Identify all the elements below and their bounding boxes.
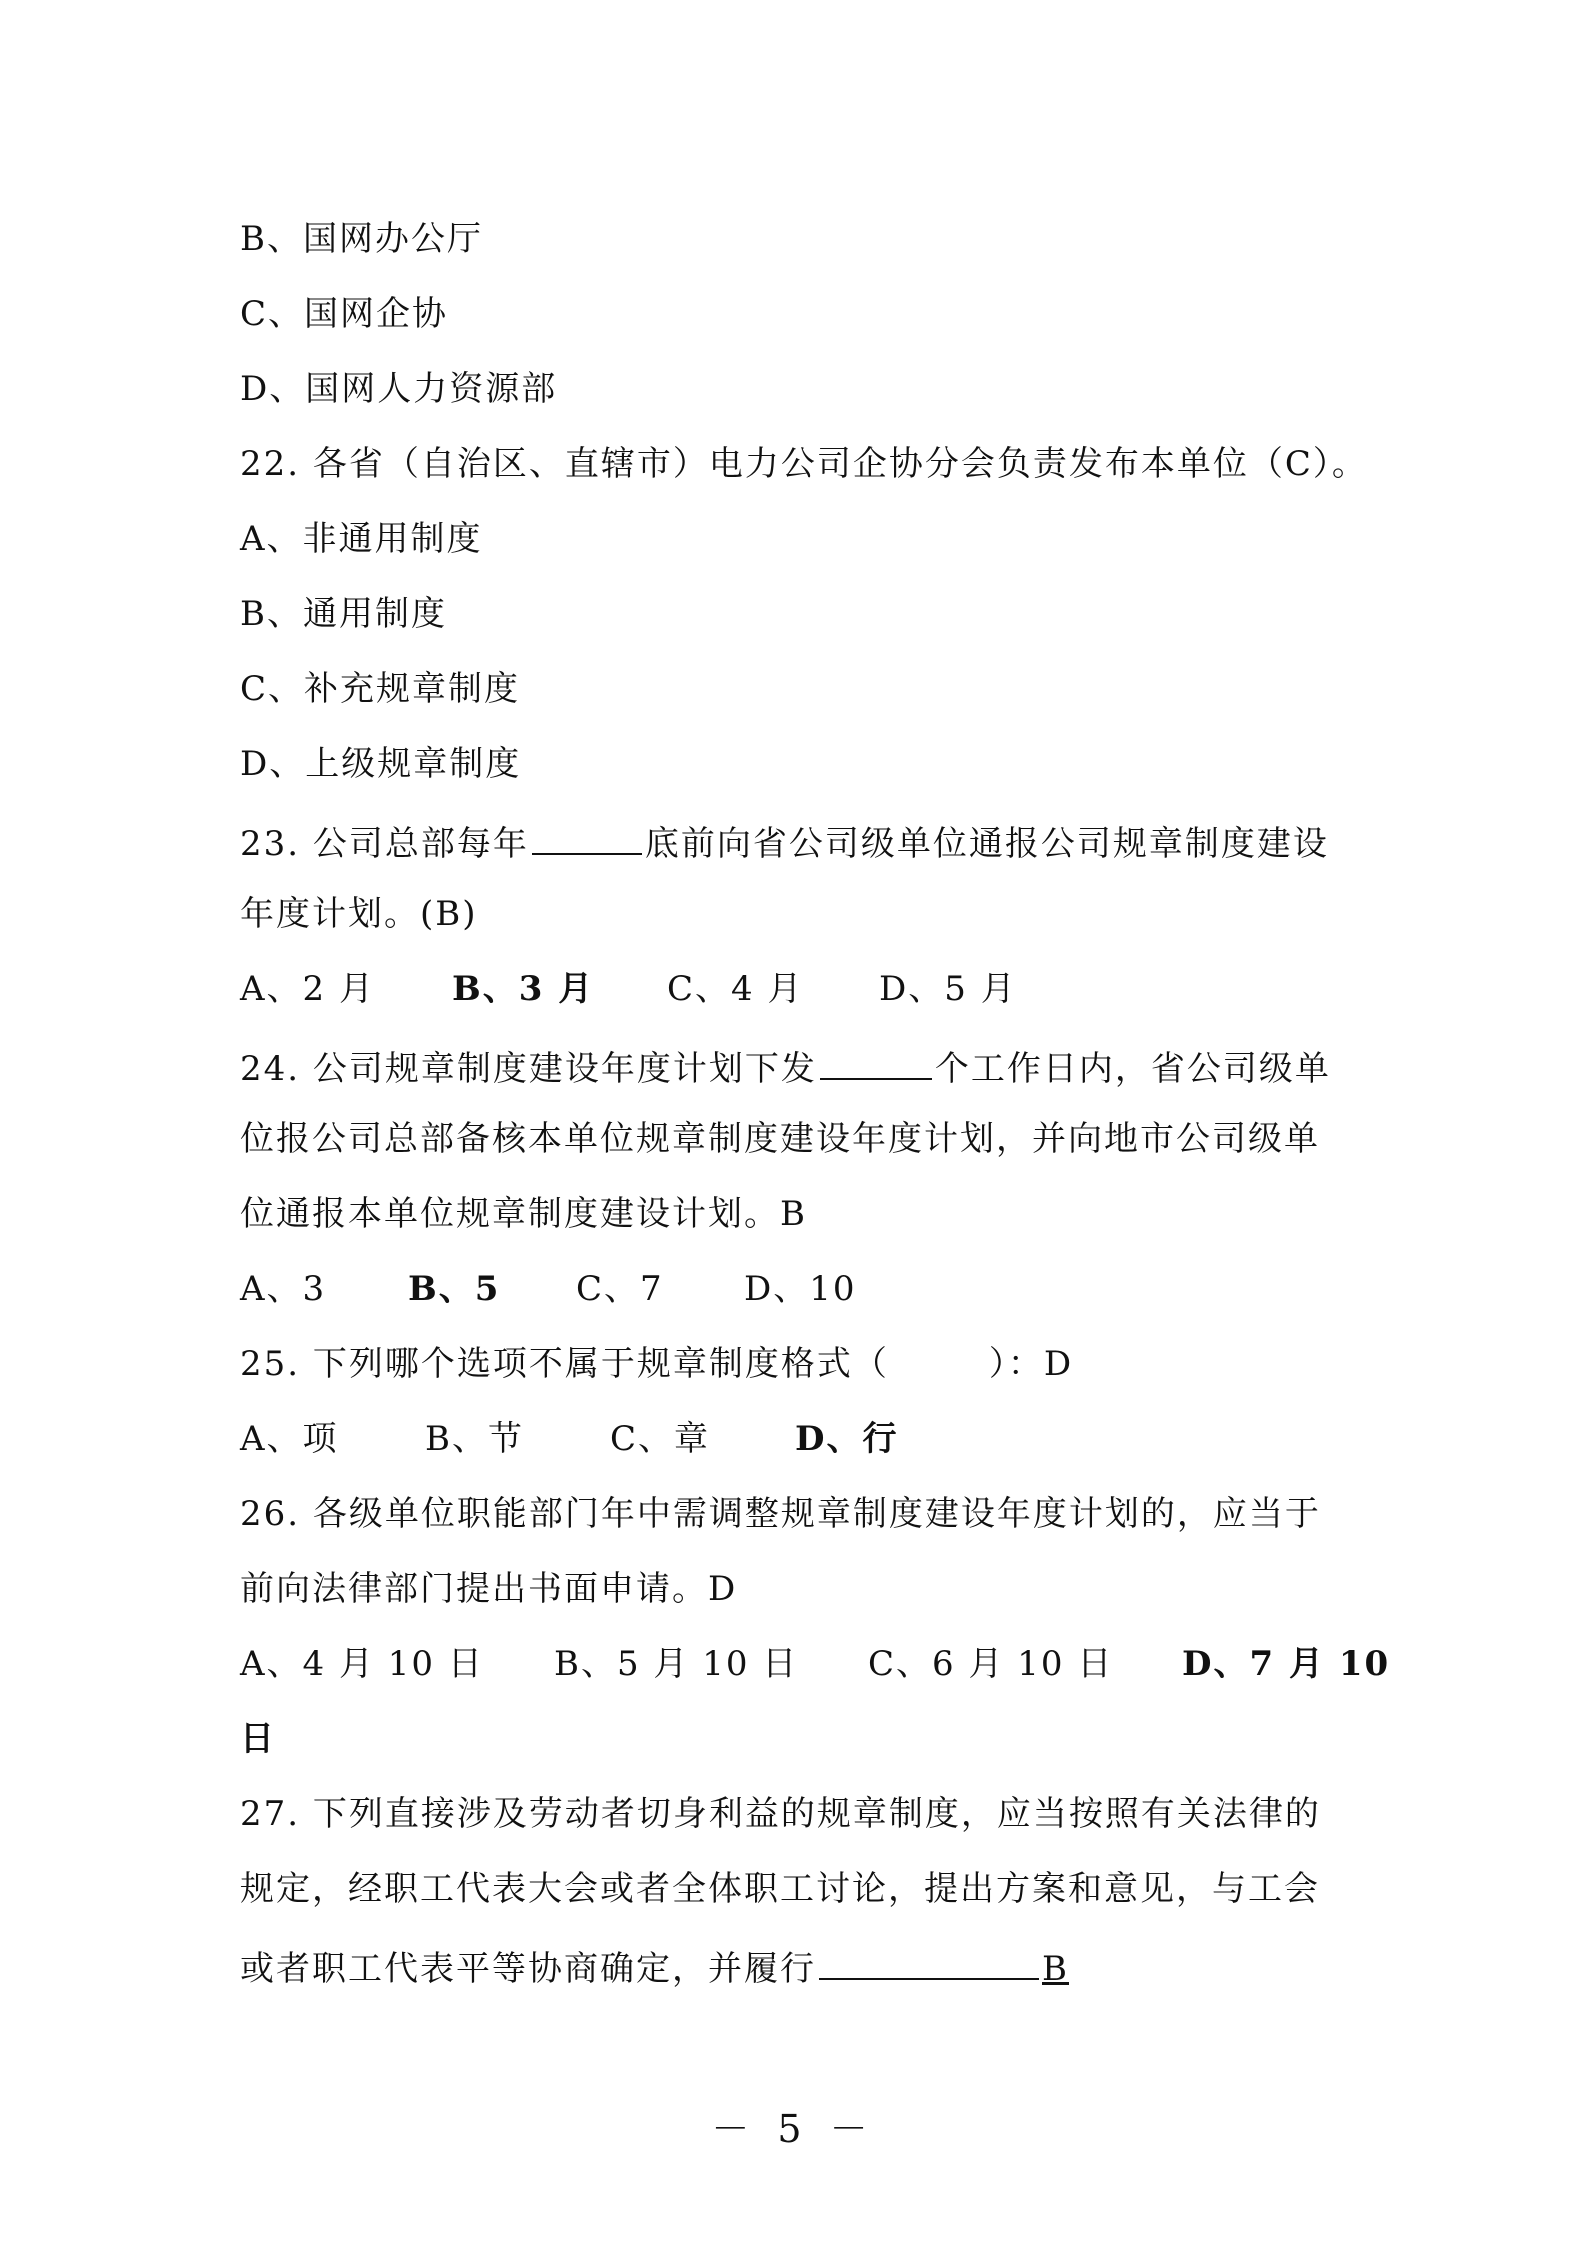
question-text: 前向法律部门提出书面申请。D xyxy=(240,1569,738,1609)
question-24 xyxy=(240,1036,1360,1111)
option-c: C、7 xyxy=(576,1269,664,1309)
option-b-answer: B、5 xyxy=(408,1269,501,1309)
option-line xyxy=(240,736,1360,811)
question-text: 位报公司总部备核本单位规章制度建设年度计划，并向地市公司级单 xyxy=(240,1119,1320,1159)
option-a: A、项 xyxy=(240,1419,339,1459)
question-22 xyxy=(240,436,1368,511)
question-text: 27. 下列直接涉及劳动者切身利益的规章制度，应当按照有关法律的 xyxy=(240,1794,1321,1834)
question-text: 个工作日内，省公司级单 xyxy=(934,1049,1331,1089)
options-row-26 xyxy=(240,1636,1391,1711)
answer-text: B xyxy=(1042,1949,1069,1989)
option-line xyxy=(240,361,1360,436)
question-24-cont xyxy=(240,1186,1360,1261)
question-27-cont xyxy=(240,1861,1360,1936)
option-text: D、国网人力资源部 xyxy=(240,369,558,409)
option-text: A、非通用制度 xyxy=(240,519,483,559)
question-26 xyxy=(240,1486,1360,1561)
option-c: C、章 xyxy=(610,1419,711,1459)
option-b: B、5 月 10 日 xyxy=(554,1644,799,1684)
fill-blank xyxy=(532,811,642,855)
option-text: B、国网办公厅 xyxy=(240,219,483,259)
option-text: D、上级规章制度 xyxy=(240,744,522,784)
question-text: 26. 各级单位职能部门年中需调整规章制度建设年度计划的，应当于 xyxy=(240,1494,1321,1534)
question-text: 25. 下列哪个选项不属于规章制度格式（ xyxy=(240,1344,889,1384)
option-d-answer: D、7 月 10 xyxy=(1182,1644,1391,1684)
question-text: 位通报本单位规章制度建设计划。B xyxy=(240,1194,807,1234)
option-b-answer: B、3 月 xyxy=(452,969,595,1009)
question-text: ）：D xyxy=(988,1344,1074,1384)
options-row-25 xyxy=(240,1411,1360,1486)
fill-blank xyxy=(820,1036,932,1080)
question-text: 或者职工代表平等协商确定，并履行 xyxy=(240,1949,816,1989)
option-line xyxy=(240,211,1360,286)
question-23-cont xyxy=(240,886,1360,961)
option-line xyxy=(240,286,1360,361)
question-text: 底前向省公司级单位通报公司规章制度建设 xyxy=(644,824,1329,864)
question-text: 22. 各省（自治区、直辖市）电力公司企协分会负责发布本单位（C）。 xyxy=(240,444,1368,484)
question-27 xyxy=(240,1786,1360,1861)
option-a: A、4 月 10 日 xyxy=(240,1644,484,1684)
page-content xyxy=(240,211,1391,2011)
question-text: 24. 公司规章制度建设年度计划下发 xyxy=(240,1049,817,1089)
option-d: D、10 xyxy=(744,1269,857,1309)
option-d-wrap xyxy=(240,1711,1360,1786)
page-number: － 5 － xyxy=(711,2107,876,2151)
option-line xyxy=(240,586,1360,661)
question-27-cont xyxy=(240,1936,1360,2011)
option-text: C、国网企协 xyxy=(240,294,449,334)
option-d: D、5 月 xyxy=(879,969,1017,1009)
options-row-23 xyxy=(240,961,1360,1036)
question-24-cont xyxy=(240,1111,1360,1186)
question-text: 23. 公司总部每年 xyxy=(240,824,529,864)
question-26-cont xyxy=(240,1561,1360,1636)
question-23 xyxy=(240,811,1360,886)
option-b: B、节 xyxy=(425,1419,524,1459)
options-row-24 xyxy=(240,1261,1360,1336)
question-25 xyxy=(240,1336,1360,1411)
option-c: C、6 月 10 日 xyxy=(868,1644,1114,1684)
option-c: C、4 月 xyxy=(667,969,804,1009)
option-text: B、通用制度 xyxy=(240,594,447,634)
option-a: A、2 月 xyxy=(240,969,375,1009)
fill-blank xyxy=(819,1936,1039,1980)
option-line xyxy=(240,661,1360,736)
option-text: 日 xyxy=(240,1719,276,1759)
question-text: 规定，经职工代表大会或者全体职工讨论，提出方案和意见，与工会 xyxy=(240,1869,1320,1909)
option-d-answer: D、行 xyxy=(795,1419,899,1459)
question-text: 年度计划。(B) xyxy=(240,894,478,934)
option-line xyxy=(240,511,1360,586)
option-text: C、补充规章制度 xyxy=(240,669,521,709)
option-a: A、3 xyxy=(240,1269,327,1309)
